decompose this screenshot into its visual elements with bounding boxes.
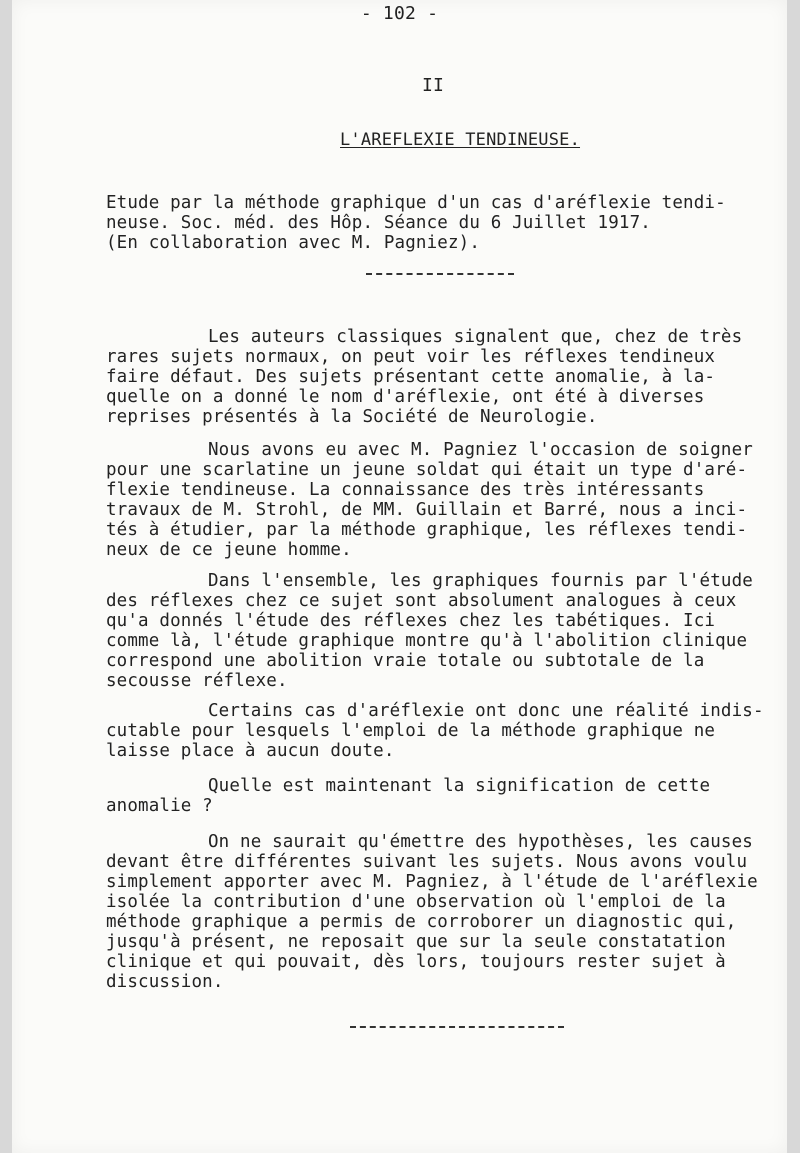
body-line: devant être différentes suivant les sujets. Nous avons voulu xyxy=(106,852,748,872)
body-line: Nous avons eu avec M. Pagniez l'occasion de soigner xyxy=(208,440,753,460)
body-line: qu'a donnés l'étude des réflexes chez les tabétiques. Ici xyxy=(106,611,716,631)
body-line: rares sujets normaux, on peut voir les réflexes tendineux xyxy=(106,347,716,367)
body-line: discussion. xyxy=(106,972,224,992)
body-line: Les auteurs classiques signalent que, chez de très xyxy=(208,327,743,347)
body-paragraph-3 xyxy=(106,571,753,691)
intro-line: (En collaboration avec M. Pagniez). xyxy=(106,233,481,253)
body-line: laisse place à aucun doute. xyxy=(106,741,395,761)
body-line: pour une scarlatine un jeune soldat qui était un type d'aré- xyxy=(106,460,748,480)
body-paragraph-1 xyxy=(106,327,742,427)
body-line: comme là, l'étude graphique montre qu'à l'abolition clinique xyxy=(106,631,748,651)
body-line: jusqu'à présent, ne reposait que sur la seule constatation xyxy=(106,932,726,952)
body-line: Quelle est maintenant la signification de cette xyxy=(208,776,711,796)
intro-paragraph xyxy=(106,193,726,253)
body-line: On ne saurait qu'émettre des hypothèses, les causes xyxy=(208,832,753,852)
body-paragraph-6 xyxy=(106,832,758,992)
body-line: simplement apporter avec M. Pagniez, à l'étude de l'aréflexie xyxy=(106,872,758,892)
body-line: secousse réflexe. xyxy=(106,671,288,691)
body-line: cutable pour lesquels l'emploi de la méthode graphique ne xyxy=(106,721,716,741)
body-paragraph-2 xyxy=(106,440,753,560)
body-line: Dans l'ensemble, les graphiques fournis par l'étude xyxy=(208,571,753,591)
body-line: travaux de M. Strohl, de MM. Guillain et Barré, nous a inci- xyxy=(106,500,748,520)
chapter-title: L'AREFLEXIE TENDINEUSE. xyxy=(340,130,581,150)
body-paragraph-5 xyxy=(106,776,710,816)
body-line: anomalie ? xyxy=(106,796,213,816)
body-line: méthode graphique a permis de corroborer un diagnostic qui, xyxy=(106,912,737,932)
intro-line: neuse. Soc. méd. des Hôp. Séance du 6 Juillet 1917. xyxy=(106,213,651,233)
end-separator-rule xyxy=(350,1026,564,1029)
body-line: Certains cas d'aréflexie ont donc une réalité indis- xyxy=(208,701,764,721)
body-line: neux de ce jeune homme. xyxy=(106,540,352,560)
section-number: II xyxy=(422,75,445,96)
body-line: reprises présentés à la Société de Neurologie. xyxy=(106,407,598,427)
body-line: faire défaut. Des sujets présentant cette anomalie, à la- xyxy=(106,367,716,387)
separator-rule xyxy=(366,273,514,276)
body-line: des réflexes chez ce sujet sont absolument analogues à ceux xyxy=(106,591,737,611)
body-line: flexie tendineuse. La connaissance des très intéressants xyxy=(106,480,705,500)
body-line: tés à étudier, par la méthode graphique, les réflexes tendi- xyxy=(106,520,748,540)
document-page xyxy=(12,0,787,1153)
body-line: clinique et qui pouvait, dès lors, toujours rester sujet à xyxy=(106,952,726,972)
body-line: isolée la contribution d'une observation où l'emploi de la xyxy=(106,892,726,912)
body-line: quelle on a donné le nom d'aréflexie, ont été à diverses xyxy=(106,387,705,407)
body-line: correspond une abolition vraie totale ou subtotale de la xyxy=(106,651,705,671)
body-paragraph-4 xyxy=(106,701,764,761)
page-number: - 102 - xyxy=(360,3,439,24)
intro-line: Etude par la méthode graphique d'un cas d'aréflexie tendi- xyxy=(106,193,726,213)
